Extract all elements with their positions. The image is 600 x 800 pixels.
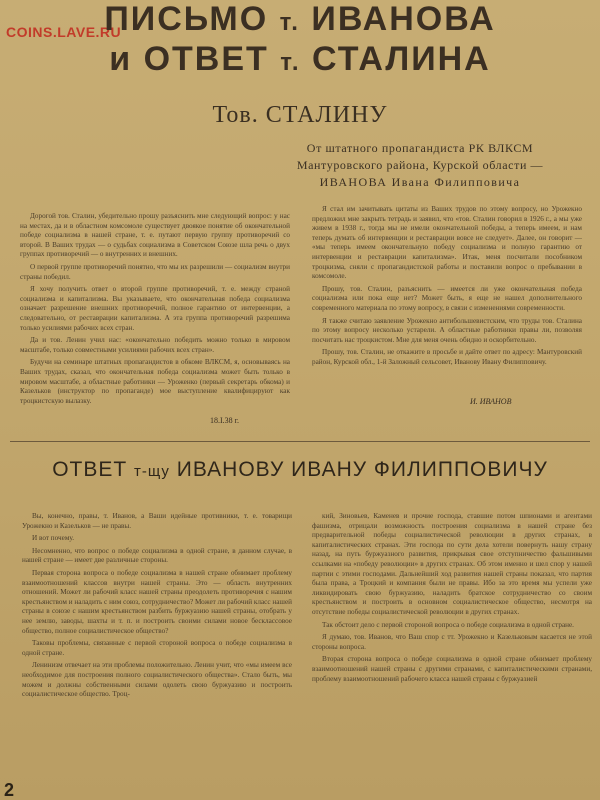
letter-date: 18.I.38 г. <box>210 416 240 425</box>
section-divider <box>10 441 590 442</box>
headline-answer-word: ОТВЕТ <box>143 40 269 78</box>
headline-abbrev-2: т. <box>280 49 301 76</box>
reply-right-column <box>312 512 592 687</box>
reply-paragraph: Первая сторона вопроса о победе социализма в нашей стране обнимает проблему взаимоотношений классов внутри нашей страны. Это — область внутренних отношений. Может ли рабочий класс нашей страны преодолеть противоречия с нашим крестьянством и наладить с ним союз, сотрудничество? Может ли рабочий класс нашей страны в союзе с нашим крестьянством разбить буржуазию нашей страны, отобрать у нее землю, заводы, шахты и т. п. и построить своими силами новое бесклассовое общество, полное социалистическое общество? <box>22 568 292 635</box>
reply-paragraph: Несомненно, что вопрос о победе социализма в одной стране, в данном случае, в нашей стране — имеет две различные стороны. <box>22 546 292 565</box>
reply-left-column <box>22 512 292 703</box>
reply-paragraph: И вот почему. <box>32 534 75 543</box>
letter-paragraph: Прошу, тов. Сталин, не откажите в просьбе и дайте ответ по адресу: Мантуровский район, Курской обл., 1-й Заложный сельсовет, Иванову Ивану Филипповичу. <box>312 348 582 366</box>
letter-paragraph: Я хочу получить ответ о второй группе противоречий, т. е. между страной социализма и капитализма. Вы указываете, что окончательная победа социализма означает разрешение внешних противоречий, полное гарантию от интервенции, а следовательно, от реставрации капитализма. А эта группа противоречий разрешима только усилиями рабочих всех стран. <box>20 285 290 332</box>
letter-sender <box>270 140 570 191</box>
letter-signature: И. ИВАНОВ <box>470 397 512 406</box>
sender-line-1: От штатного пропагандиста РК ВЛКСМ <box>306 141 534 155</box>
letter-left-column <box>20 212 290 409</box>
watermark: COINS.LAVE.RU <box>6 24 122 40</box>
letter-title: Тов. СТАЛИНУ <box>212 102 388 128</box>
reply-title-name: ИВАНОВУ ИВАНУ ФИЛИППОВИЧУ <box>176 458 548 481</box>
headline-line-2 <box>0 40 600 79</box>
headline-ivanov: ИВАНОВА <box>311 0 496 38</box>
sender-line-3: ИВАНОВА Ивана Филипповича <box>319 175 521 189</box>
letter-paragraph: Я также считаю заявление Урожекно антибольшевистским, что труды тов. Сталина по этому вопросу несколько устарели. А областные работники правы ли, позволяя посчитать нас троцкистом. Мне для меня очень обидно и оскорбительно. <box>312 316 582 344</box>
reply-paragraph: Вы, конечно, правы, т. Иванов, а Ваши идейные противники, т. е. товарищи Урожекно и Казельков — не правы. <box>22 512 292 530</box>
reply-paragraph: Вторая сторона вопроса о победе социализма в одной стране обнимает проблему взаимоотношений нашей страны с другими странами, с капиталистическими странами, проблему взаимоотношений рабочего класса нашей страны с буржуазией <box>312 655 592 683</box>
letter-paragraph: Да и тов. Ленин учил нас: «окончательно победить можно только в мировом масштабе, только совместными усилиями рабочих всех стран». <box>20 336 290 354</box>
letter-paragraph: Я стал им зачитывать цитаты из Ваших трудов по этому вопросу, но Урожекно предложил мне закрыть тетрадь и заявил, что «тов. Сталин говорил в 1926 г., а мы уже живем в 1938 г., тогда мы не имели окончательной победы, а теперь имеем, и нам теперь думать об интервенции и реставрации вовсе не следует». Далее, он говорит — «мы теперь имеем окончательную победу социализма и полную гарантию от интервенции и реставрации капитализма». Итак, меня посчитали пособником троцкизма, сняли с пропагандистской работы и поставили вопрос о пребывании в комсомоле. <box>312 205 582 281</box>
headline-line-1 <box>0 0 600 39</box>
letter-paragraph: О первой группе противоречий понятно, что мы их разрешили — социализм внутри страны победил. <box>20 262 290 281</box>
headline-abbrev: т. <box>279 9 300 36</box>
headline-conjunction: и <box>109 40 133 78</box>
letter-paragraph: Будучи на семинаре штатных пропагандистов в обкоме ВЛКСМ, я, основываясь на Ваших трудах, сказал, что окончательная победа социализма может быть только в мировом масштабе, а областные работники — Уроженко (первый секретарь обкома) и Казельков (инструктор по пропаганде) мое выступление квалифицируют как троцкистскую вылазку. <box>20 358 290 405</box>
reply-paragraph: Таковы проблемы, связанные с первой стороной вопроса о победе социализма в одной стране. <box>22 639 292 657</box>
reply-title-abbrev: т-щу <box>134 463 170 480</box>
reply-paragraph: кий, Зиновьев, Каменев и прочие господа, ставшие потом шпионами и агентами фашизма, отрицали возможность построения социализма в нашей стране без предварительной победы социалистической революции в других странах, в капиталистических странах. Эти господа по сути дела хотели повернуть нашу страну назад, на путь буржуазного развития, прикрывая свое отступничество фальшивыми ссылками на «победу революции» в других странах. Об этом именно и шел спор у нашей партии с этими господами. Дальнейший ход развития нашей страны показал, что партия была права, а Троцкий и компания были не правы. Ибо за это время мы успели уже ликвидировать свою буржуазию, наладить братское сотрудничество со своим крестьянством и построить в основном социалистическое общество, несмотря на отсутствие победы социалистической революции в других странах. <box>312 512 592 616</box>
reply-paragraph: Так обстоит дело с первой стороной вопроса о победе социализма в одной стране. <box>322 620 574 629</box>
headline-stalin: СТАЛИНА <box>312 40 491 78</box>
reply-title <box>0 458 600 482</box>
headline-letter-word: ПИСЬМО <box>104 0 269 38</box>
reply-paragraph: Ленинизм отвечает на эти проблемы положительно. Ленин учит, что «мы имеем все необходимое для построения полного социалистического общества». Стало быть, мы можем и должны собственными силами одолеть свою буржуазию и построить социалистическое общество. Троц- <box>22 661 292 699</box>
letter-paragraph: Прошу, тов. Сталин, разъяснить — имеется ли уже окончательная победа социализма или пока еще нет? Может быть, я еще не нашел дополнительного современного материала по этому вопросу, в связи с изменениями современности. <box>312 284 582 312</box>
letter-right-column <box>312 205 582 371</box>
sender-line-2: Мантуровского района, Курской области — <box>296 158 544 172</box>
reply-paragraph: Я думаю, тов. Иванов, что Ваш спор с тт. Урожекно и Казельковым касается не этой стороны вопроса. <box>312 633 592 651</box>
letter-paragraph: Дорогой тов. Сталин, убедительно прошу разъяснить мне следующий вопрос: у нас на местах, да и в областном комсомоле существует двоякое понятие об окончательной победе социализма в нашей стране, т. е. путают первую группу противоречий со второй. В Ваших трудах — о судьбах социализма в Советском Союзе шла речь о двух группах противоречий — о внутренних и внешних. <box>20 212 290 259</box>
page-number: 2 <box>4 780 15 800</box>
reply-title-word: ОТВЕТ <box>52 458 128 481</box>
